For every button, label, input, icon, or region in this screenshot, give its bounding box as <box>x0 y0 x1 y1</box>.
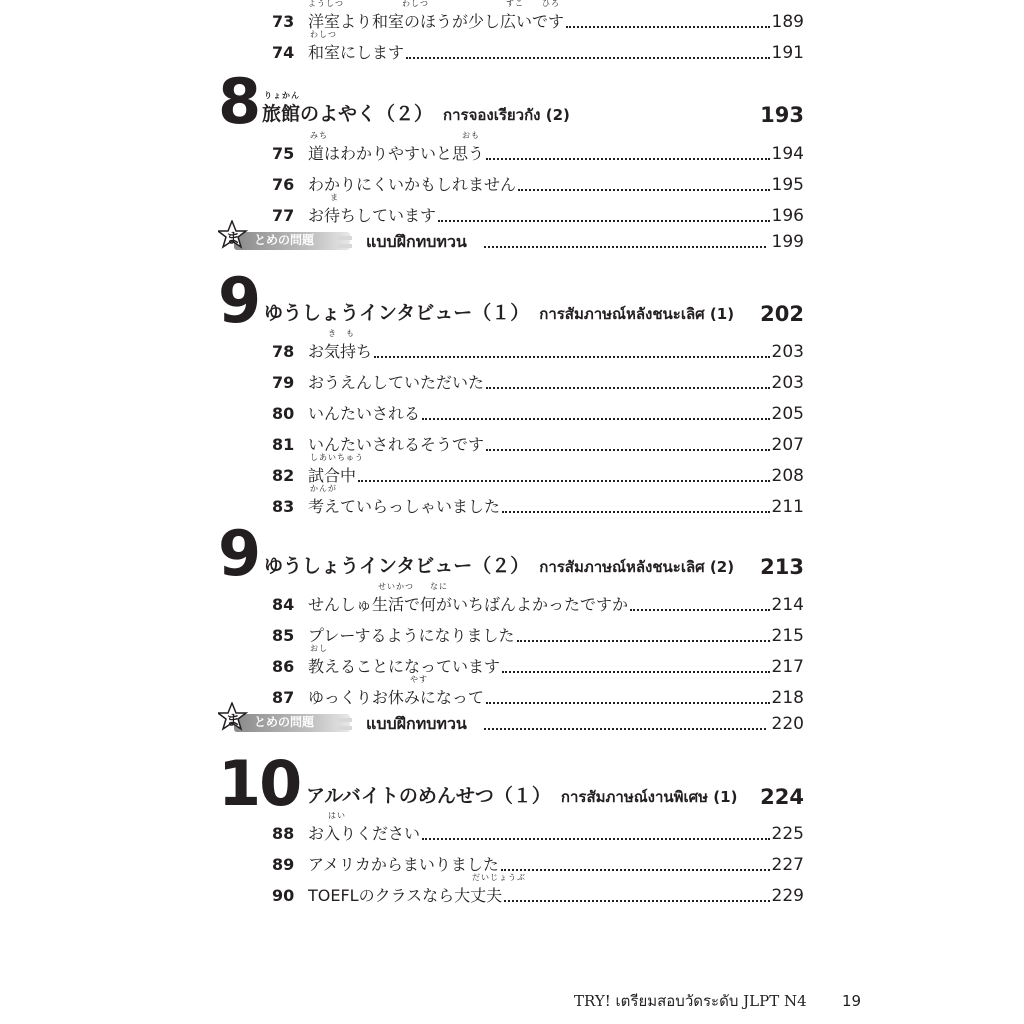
lesson-title: ま お待ちしています <box>308 193 437 225</box>
dot-leader <box>358 480 770 482</box>
review-badge-star-char: ま <box>226 231 240 247</box>
toc-entry[interactable] <box>272 453 804 486</box>
lesson-title: だいじょうぶ TOEFLのクラスなら大丈夫 <box>308 873 526 905</box>
page-number: 194 <box>771 144 804 164</box>
lesson-title: いんたいされる <box>308 404 421 423</box>
toc-entry[interactable] <box>272 873 804 906</box>
furigana: せいかつ <box>378 582 414 591</box>
page-number: 196 <box>771 206 804 226</box>
toc-entry[interactable] <box>272 0 804 32</box>
dot-leader <box>517 640 770 642</box>
page-number: 189 <box>771 12 804 32</box>
page-number: 191 <box>771 43 804 63</box>
furigana: かんが <box>310 484 337 493</box>
furigana: おし <box>310 644 328 653</box>
lesson-title: わしつ 和室にします <box>308 30 405 62</box>
dot-leader <box>484 728 766 730</box>
furigana: はい <box>328 811 346 820</box>
lesson-title: わかりにくいかもしれません <box>308 175 517 194</box>
page-number: 203 <box>771 373 804 393</box>
lesson-number: 86 <box>272 657 295 676</box>
dot-leader <box>501 869 770 871</box>
page-number: 199 <box>771 232 804 252</box>
review-title: แบบฝึกทบทวน <box>366 714 467 733</box>
furigana: だいじょうぶ <box>472 873 526 882</box>
lesson-number: 84 <box>272 595 295 614</box>
lesson-title: はい お入りください <box>308 811 421 843</box>
furigana: も <box>346 329 355 338</box>
chapter-page-number: 202 <box>760 302 804 326</box>
review-badge-star-char: ま <box>226 713 240 729</box>
lesson-number: 85 <box>272 626 295 645</box>
toc-entry[interactable] <box>272 484 804 517</box>
chapter-page-number: 224 <box>760 785 804 809</box>
lesson-title: かんが 考えていらっしゃいました <box>308 484 501 516</box>
chapter-thai-title: การสัมภาษณ์หลังชนะเลิศ (1) <box>539 305 735 323</box>
lesson-number: 83 <box>272 497 295 516</box>
furigana: ま <box>330 193 339 202</box>
lesson-title: しあいちゅう 試合中 <box>308 453 364 485</box>
toc-entry[interactable] <box>272 851 804 875</box>
dot-leader <box>484 246 766 248</box>
dot-leader <box>504 900 769 902</box>
toc-entry[interactable] <box>272 30 804 63</box>
chapter-page-number: 213 <box>760 555 804 579</box>
lesson-number: 74 <box>272 43 295 62</box>
lesson-number: 90 <box>272 886 295 905</box>
dot-leader <box>486 387 770 389</box>
lesson-number: 76 <box>272 175 295 194</box>
chapter-number: 10 <box>218 747 301 820</box>
furigana: すこ <box>506 0 524 8</box>
dot-leader <box>518 189 770 191</box>
chapter-title: ゆうしょうインタビュー（２） การสัมภาษณ์หลังชนะเลิศ (2) <box>264 555 735 577</box>
lesson-title: おうえんしていただいた <box>308 373 485 392</box>
chapter-title: アルバイトのめんせつ（１） การสัมภาษณ์งานพิเศษ (1) <box>306 785 738 807</box>
chapter-number: 9 <box>218 264 260 337</box>
toc-entry[interactable] <box>272 644 804 677</box>
toc-entry[interactable] <box>272 811 804 844</box>
lesson-title: せいかつ なに せんしゅ生活で何がいちばんよかったですか <box>308 582 629 614</box>
page-number: 207 <box>771 435 804 455</box>
page-number: 203 <box>771 342 804 362</box>
lesson-title: みち おも 道はわかりやすいと思う <box>308 131 485 163</box>
toc-entry[interactable] <box>272 400 804 424</box>
dot-leader <box>374 356 770 358</box>
lesson-number: 87 <box>272 688 295 707</box>
lesson-title: アメリカからまいりました <box>308 855 499 874</box>
furigana: なに <box>430 582 448 591</box>
lesson-number: 79 <box>272 373 295 392</box>
page-number: 225 <box>771 824 804 844</box>
lesson-title: いんたいされるそうです <box>308 435 485 454</box>
furigana: わしつ <box>402 0 429 8</box>
lesson-number: 77 <box>272 206 295 225</box>
dot-leader <box>486 449 770 451</box>
lesson-number: 73 <box>272 12 295 31</box>
lesson-number: 82 <box>272 466 295 485</box>
lesson-number: 81 <box>272 435 295 454</box>
toc-entry[interactable] <box>272 431 804 455</box>
lesson-title: プレーするようになりました <box>308 626 515 645</box>
page-number: 205 <box>771 404 804 424</box>
dot-leader <box>502 671 770 673</box>
toc-entry[interactable] <box>272 131 804 164</box>
review-title: แบบฝึกทบทวน <box>366 232 467 251</box>
page-number: 195 <box>771 175 804 195</box>
furigana: やす <box>410 675 428 684</box>
furigana: き <box>328 329 337 338</box>
review-badge-label: とめの問題 <box>254 715 315 729</box>
furigana: みち <box>310 131 328 140</box>
chapter-thai-title: การจองเรียวกัง (2) <box>443 106 570 124</box>
furigana: おも <box>462 131 480 140</box>
dot-leader <box>422 838 770 840</box>
lesson-number: 80 <box>272 404 295 423</box>
lesson-title: ようしつ わしつ すこ ひろ 洋室より和室のほうが少し広いです <box>308 0 565 31</box>
furigana: ようしつ <box>308 0 344 8</box>
page-number: 217 <box>771 657 804 677</box>
page-number: 214 <box>771 595 804 615</box>
dot-leader <box>486 158 770 160</box>
chapter-heading[interactable] <box>218 264 804 337</box>
chapter-number: 9 <box>218 517 260 590</box>
lesson-title: おし 教えることになっています <box>308 644 501 676</box>
chapter-title: りょかん 旅館のよやく（２） การจองเรียวกัง (2) <box>262 91 570 125</box>
chapter-thai-title: การสัมภาษณ์หลังชนะเลิศ (2) <box>539 558 735 576</box>
chapter-title: ゆうしょうインタビュー（１） การสัมภาษณ์หลังชนะเลิศ (1) <box>264 302 735 324</box>
dot-leader <box>422 418 770 420</box>
toc-entry[interactable] <box>272 369 804 393</box>
page-number: 227 <box>771 855 804 875</box>
toc-entry[interactable] <box>272 582 804 615</box>
page-number: 211 <box>771 497 804 517</box>
page-number: 218 <box>771 688 804 708</box>
page-number: 208 <box>771 466 804 486</box>
lesson-number: 89 <box>272 855 295 874</box>
lesson-number: 88 <box>272 824 295 843</box>
furigana: わしつ <box>310 30 337 39</box>
toc-entry[interactable] <box>272 329 804 362</box>
lesson-title: き も お気持ち <box>308 329 373 361</box>
lesson-number: 75 <box>272 144 295 163</box>
book-title-footer: TRY! เตรียมสอบวัดระดับ JLPT N4 <box>574 992 807 1010</box>
lesson-number: 78 <box>272 342 295 361</box>
dot-leader <box>630 609 770 611</box>
chapter-page-number: 193 <box>760 103 804 127</box>
chapter-thai-title: การสัมภาษณ์งานพิเศษ (1) <box>560 788 738 806</box>
toc-entry[interactable] <box>272 171 804 195</box>
dot-leader <box>406 57 770 59</box>
dot-leader <box>566 26 770 28</box>
furigana: しあいちゅう <box>310 453 364 462</box>
page-number: 220 <box>771 714 804 734</box>
toc-entry[interactable] <box>272 622 804 646</box>
footer-page-number: 19 <box>842 992 862 1010</box>
page-number: 229 <box>771 886 804 906</box>
chapter-number: 8 <box>218 65 260 138</box>
dot-leader <box>502 511 770 513</box>
page-number: 215 <box>771 626 804 646</box>
furigana: りょかん <box>264 91 300 100</box>
review-badge-label: とめの問題 <box>254 233 315 247</box>
lesson-title: やす ゆっくりお休みになって <box>308 675 484 707</box>
review-entry[interactable] <box>218 702 804 736</box>
furigana: ひろ <box>542 0 560 8</box>
review-entry[interactable] <box>218 220 804 254</box>
